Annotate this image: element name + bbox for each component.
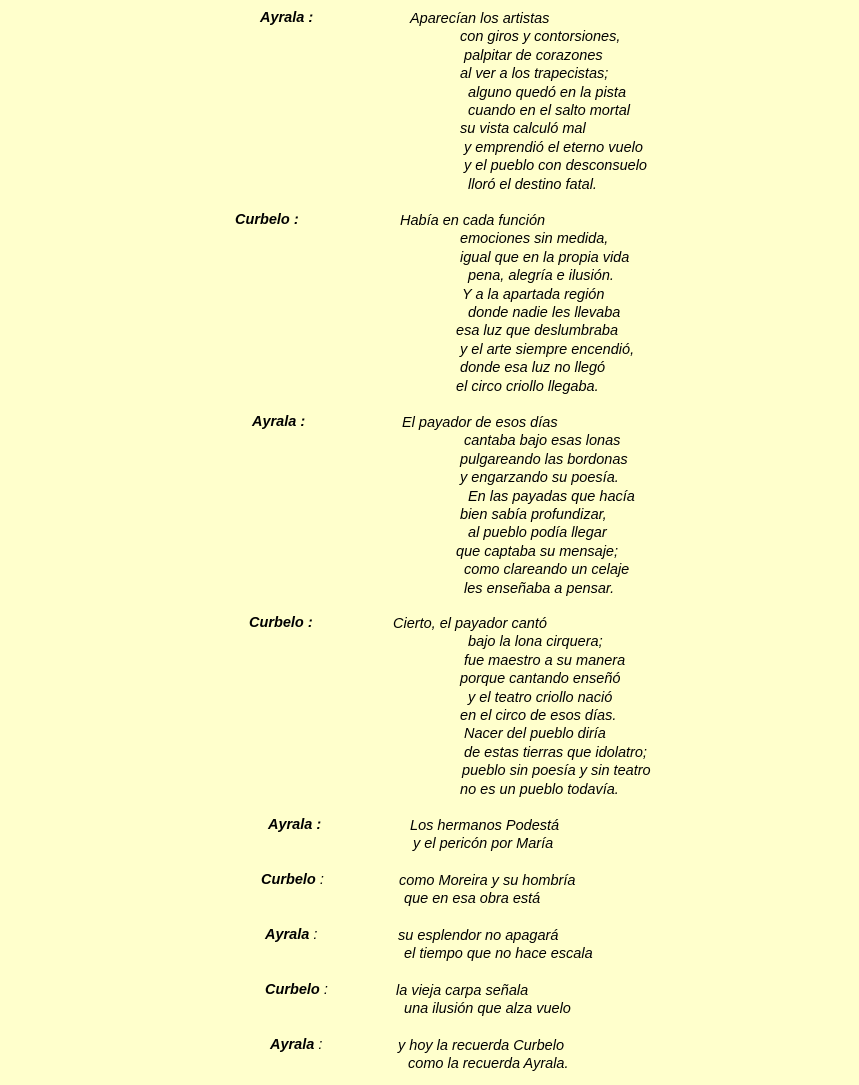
verse-line: Cierto, el payador cantó: [393, 616, 547, 632]
speaker-colon: :: [307, 615, 313, 631]
speaker-colon: :: [318, 1037, 323, 1053]
verse-line: En las payadas que hacía: [468, 488, 635, 505]
verse-line: pueblo sin poesía y sin teatro: [462, 763, 651, 780]
verse-line: y el teatro criollo nació: [468, 689, 613, 706]
verse-line: esa luz que deslumbraba: [456, 323, 619, 340]
speaker-colon: :: [316, 817, 322, 833]
verse-line: una ilusión que alza vuelo: [404, 1001, 571, 1018]
verse-line: al ver a los trapecistas;: [460, 66, 609, 83]
speaker-label: [265, 982, 328, 998]
speaker-colon: :: [308, 10, 314, 26]
speaker-name: Curbelo: [249, 615, 304, 631]
speaker-name: Curbelo: [235, 212, 290, 228]
verse-line: como Moreira y su hombría: [399, 873, 576, 889]
speaker-colon: :: [313, 927, 318, 943]
verse-line: bien sabía profundizar,: [460, 507, 607, 523]
verse-line: y emprendió el eterno vuelo: [464, 139, 643, 156]
speaker-label: [260, 10, 313, 26]
verse-line: emociones sin medida,: [460, 231, 609, 248]
verse-line: El payador de esos días: [402, 415, 558, 431]
verse-line: palpitar de corazones: [464, 47, 603, 64]
verse-line: como la recuerda Ayrala.: [408, 1056, 569, 1073]
speaker-colon: :: [323, 982, 328, 998]
verse-line: en el circo de esos días.: [460, 708, 617, 724]
speaker-colon: :: [300, 414, 306, 430]
verse-line: como clareando un celaje: [464, 562, 630, 579]
verse-line: con giros y contorsiones,: [460, 29, 621, 46]
speaker-name: Ayrala: [270, 1037, 315, 1053]
verse-line: su esplendor no apagará: [398, 928, 559, 944]
verse-line: al pueblo podía llegar: [468, 525, 607, 542]
verse-line: fue maestro a su manera: [464, 652, 626, 669]
verse-line: donde esa luz no llegó: [460, 360, 606, 377]
verse-line: Y a la apartada región: [462, 286, 605, 303]
speaker-colon: :: [293, 212, 299, 228]
verse-line: y el pueblo con desconsuelo: [464, 158, 647, 175]
verse-line: igual que en la propia vida: [460, 249, 630, 266]
verse-line: el tiempo que no hace escala: [404, 946, 593, 963]
verse-line: y el pericón por María: [413, 836, 554, 853]
speaker-label: [265, 927, 317, 943]
verse-line: porque cantando enseñó: [460, 671, 621, 688]
speaker-label: [270, 1037, 322, 1053]
verse-line: lloró el destino fatal.: [468, 176, 597, 193]
speaker-name: Curbelo: [261, 872, 316, 888]
speaker-name: Ayrala: [268, 817, 313, 833]
verse-line: bajo la lona cirquera;: [468, 634, 603, 651]
verse-line: el circo criollo llegaba.: [456, 378, 599, 395]
verse-line: cuando en el salto mortal: [468, 103, 631, 119]
verse-line: su vista calculó mal: [460, 121, 586, 138]
verse-line: donde nadie les llevaba: [468, 305, 621, 321]
verse-line: que captaba su mensaje;: [456, 543, 619, 560]
verse-line: Había en cada función: [400, 213, 546, 229]
verse-line: la vieja carpa señala: [396, 983, 529, 999]
verse-line: Nacer del pueblo diría: [464, 726, 606, 743]
verse-line: pulgareando las bordonas: [460, 451, 628, 468]
verse-line: que en esa obra está: [404, 891, 541, 908]
verse-line: de estas tierras que idolatro;: [464, 744, 647, 761]
speaker-label: [261, 872, 324, 888]
speaker-label: [249, 615, 313, 631]
verse-line: y engarzando su poesía.: [460, 470, 619, 487]
verse-line: cantaba bajo esas lonas: [464, 433, 621, 450]
verse-line: alguno quedó en la pista: [468, 84, 627, 101]
verse-line: pena, alegría e ilusión.: [468, 268, 614, 285]
speaker-name: Ayrala: [252, 414, 297, 430]
verse-line: les enseñaba a pensar.: [464, 580, 615, 597]
verse-line: Los hermanos Podestá: [410, 818, 560, 834]
verse-line: Aparecían los artistas: [410, 11, 550, 27]
verse-line: no es un pueblo todavía.: [460, 781, 619, 798]
verse-line: y el arte siempre encendió,: [460, 341, 635, 358]
speaker-name: Ayrala: [260, 10, 305, 26]
speaker-colon: :: [319, 872, 324, 888]
speaker-name: Ayrala: [265, 927, 310, 943]
speaker-label: [268, 817, 321, 833]
speaker-label: [235, 212, 299, 228]
verse-line: y hoy la recuerda Curbelo: [398, 1038, 565, 1054]
speaker-label: [252, 414, 305, 430]
speaker-name: Curbelo: [265, 982, 320, 998]
